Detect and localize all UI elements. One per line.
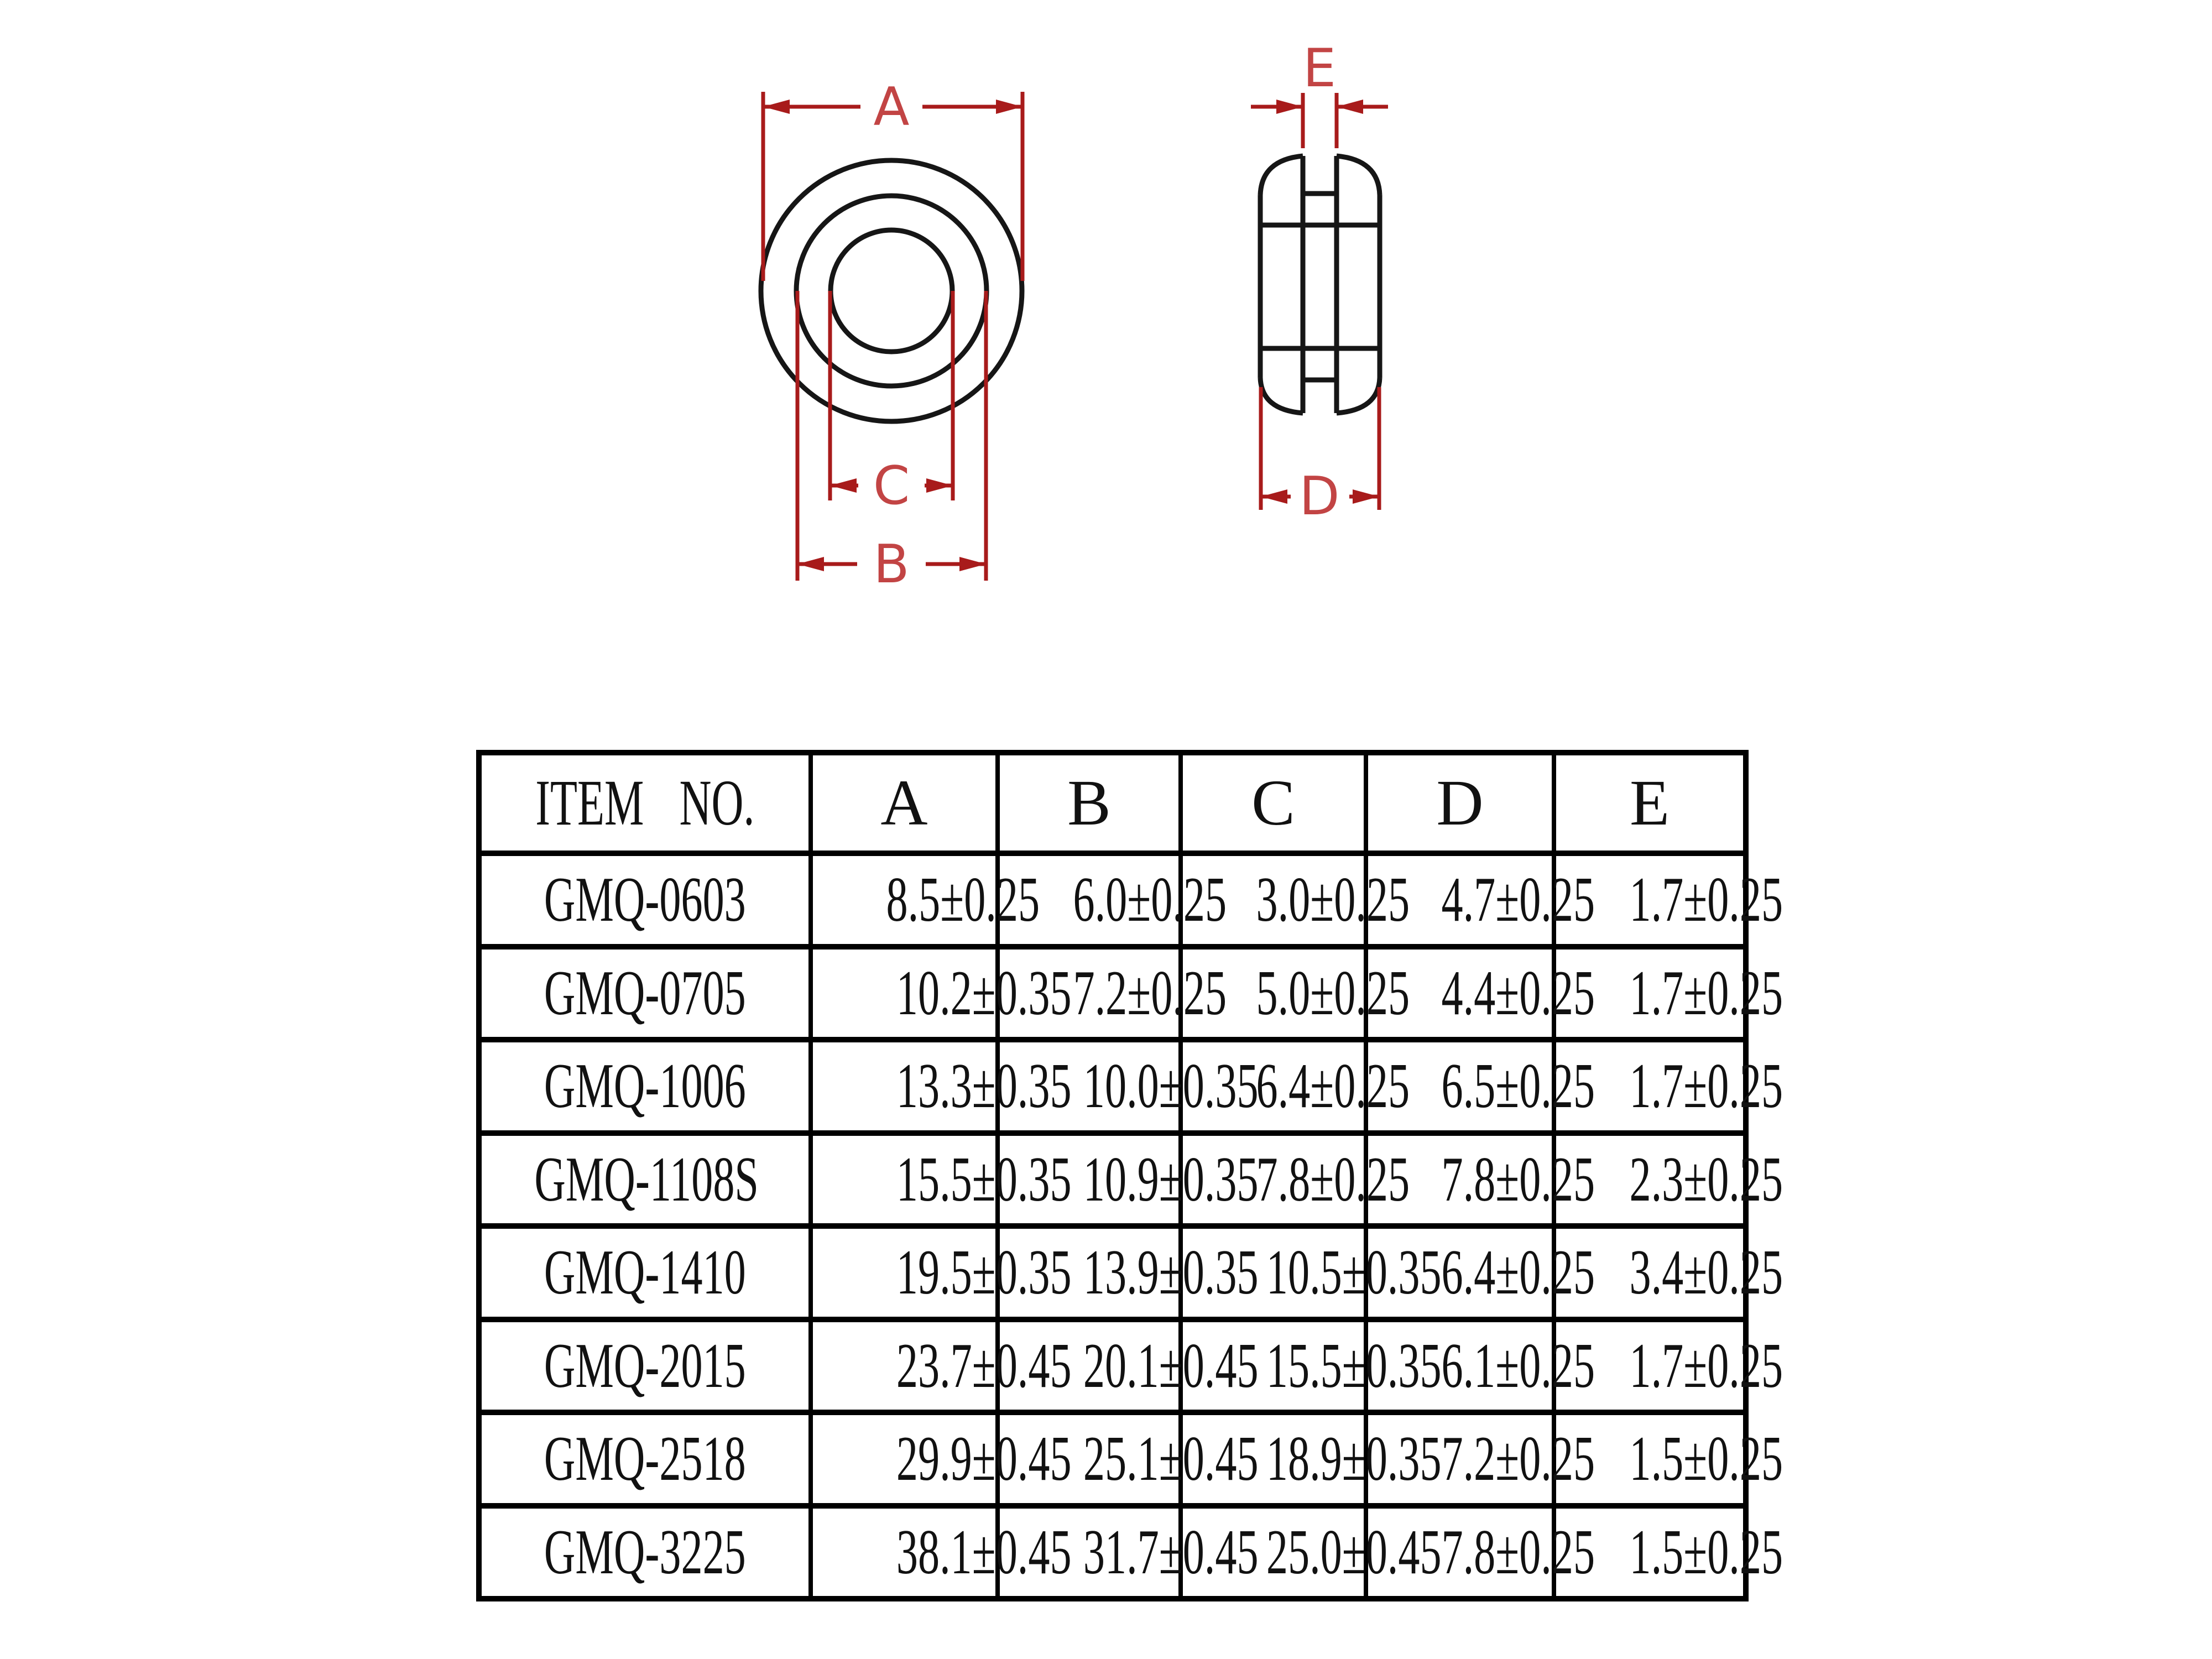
dim-c-arrow-left bbox=[830, 478, 857, 493]
front-view bbox=[761, 77, 1022, 595]
dim-c-label: C bbox=[873, 456, 910, 517]
side-top-right-arc bbox=[1337, 156, 1380, 195]
value-cell-b: 13.9±0.35 bbox=[998, 1226, 1181, 1319]
value-cell-e: 1.7±0.25 bbox=[1554, 947, 1746, 1040]
side-bottom-left-arc bbox=[1260, 378, 1303, 413]
value-cell-b: 6.0±0.25 bbox=[998, 853, 1181, 947]
value-cell-b: 7.2±0.25 bbox=[998, 947, 1181, 1040]
value-cell-a: 10.2±0.35 bbox=[811, 947, 998, 1040]
item-no-cell: GMQ-3225 bbox=[479, 1506, 811, 1599]
value-cell-d: 6.5±0.25 bbox=[1366, 1040, 1554, 1133]
dim-b-label: B bbox=[873, 534, 910, 595]
table-row bbox=[479, 1506, 1746, 1599]
dim-e-arrow-left bbox=[1276, 100, 1303, 114]
front-inner-circle bbox=[831, 230, 952, 352]
value-cell-d: 6.4±0.25 bbox=[1366, 1226, 1554, 1319]
value-cell-c: 10.5±0.35 bbox=[1181, 1226, 1366, 1319]
item-no-cell: GMQ-1006 bbox=[479, 1040, 811, 1133]
value-cell-c: 15.5±0.35 bbox=[1181, 1319, 1366, 1413]
value-cell-d: 7.8±0.25 bbox=[1366, 1133, 1554, 1227]
value-cell-b: 10.9±0.35 bbox=[998, 1133, 1181, 1227]
dim-b-arrow-left bbox=[797, 557, 824, 571]
value-cell-d: 6.1±0.25 bbox=[1366, 1319, 1554, 1413]
value-cell-a: 38.1±0.45 bbox=[811, 1506, 998, 1599]
value-cell-e: 1.7±0.25 bbox=[1554, 853, 1746, 947]
table-row bbox=[479, 1226, 1746, 1319]
value-cell-e: 2.3±0.25 bbox=[1554, 1133, 1746, 1227]
value-cell-a: 13.3±0.35 bbox=[811, 1040, 998, 1133]
item-no-cell: GMQ-1108S bbox=[479, 1133, 811, 1227]
value-cell-a: 19.5±0.35 bbox=[811, 1226, 998, 1319]
dim-a-arrow-right bbox=[996, 100, 1022, 114]
dimension-spec-table bbox=[476, 750, 1783, 1601]
table-row bbox=[479, 947, 1746, 1040]
value-cell-c: 6.4±0.25 bbox=[1181, 1040, 1366, 1133]
value-cell-b: 25.1±0.45 bbox=[998, 1412, 1181, 1506]
value-cell-b: 20.1±0.45 bbox=[998, 1319, 1181, 1413]
header-c: C bbox=[1181, 753, 1366, 853]
dimension-e bbox=[1251, 38, 1388, 148]
value-cell-c: 5.0±0.25 bbox=[1181, 947, 1366, 1040]
value-cell-b: 31.7±0.45 bbox=[998, 1506, 1181, 1599]
dim-e-label: E bbox=[1302, 38, 1337, 99]
side-top-left-arc bbox=[1260, 156, 1303, 195]
side-view bbox=[1251, 38, 1388, 527]
value-cell-a: 15.5±0.35 bbox=[811, 1133, 998, 1227]
header-a: A bbox=[811, 753, 998, 853]
value-cell-e: 3.4±0.25 bbox=[1554, 1226, 1746, 1319]
header-item-no: ITEM NO. bbox=[479, 753, 811, 853]
side-bottom-right-arc bbox=[1337, 378, 1380, 413]
value-cell-b: 10.0±0.35 bbox=[998, 1040, 1181, 1133]
dim-e-arrow-right bbox=[1337, 100, 1363, 114]
value-cell-e: 1.7±0.25 bbox=[1554, 1319, 1746, 1413]
value-cell-c: 3.0±0.25 bbox=[1181, 853, 1366, 947]
front-middle-circle bbox=[796, 196, 987, 386]
value-cell-c: 25.0±0.45 bbox=[1181, 1506, 1366, 1599]
item-no-cell: GMQ-2015 bbox=[479, 1319, 811, 1413]
item-no-cell: GMQ-0603 bbox=[479, 853, 811, 947]
dim-b-arrow-right bbox=[959, 557, 986, 571]
value-cell-e: 1.5±0.25 bbox=[1554, 1506, 1746, 1599]
header-row bbox=[479, 753, 1746, 853]
dim-a-arrow-left bbox=[763, 100, 790, 114]
table-row bbox=[479, 1133, 1746, 1227]
value-cell-d: 4.4±0.25 bbox=[1366, 947, 1554, 1040]
header-d: D bbox=[1366, 753, 1554, 853]
item-no-cell: GMQ-0705 bbox=[479, 947, 811, 1040]
value-cell-d: 7.2±0.25 bbox=[1366, 1412, 1554, 1506]
dim-d-label: D bbox=[1299, 466, 1340, 527]
dimension-c bbox=[830, 291, 953, 517]
dimension-b bbox=[797, 291, 986, 595]
header-b: B bbox=[998, 753, 1181, 853]
value-cell-a: 29.9±0.45 bbox=[811, 1412, 998, 1506]
table-row bbox=[479, 1412, 1746, 1506]
table-row bbox=[479, 1319, 1746, 1413]
value-cell-c: 18.9±0.35 bbox=[1181, 1412, 1366, 1506]
item-no-cell: GMQ-1410 bbox=[479, 1226, 811, 1319]
dimension-a bbox=[763, 77, 1022, 281]
item-no-cell: GMQ-2518 bbox=[479, 1412, 811, 1506]
front-outer-circle bbox=[761, 160, 1022, 421]
value-cell-e: 1.5±0.25 bbox=[1554, 1412, 1746, 1506]
header-e: E bbox=[1554, 753, 1746, 853]
value-cell-a: 8.5±0.25 bbox=[811, 853, 998, 947]
dim-a-label: A bbox=[873, 77, 910, 138]
value-cell-d: 7.8±0.25 bbox=[1366, 1506, 1554, 1599]
value-cell-e: 1.7±0.25 bbox=[1554, 1040, 1746, 1133]
value-cell-c: 7.8±0.25 bbox=[1181, 1133, 1366, 1227]
value-cell-d: 4.7±0.25 bbox=[1366, 853, 1554, 947]
dim-c-arrow-right bbox=[926, 478, 953, 493]
dim-d-arrow-left bbox=[1261, 489, 1287, 504]
value-cell-a: 23.7±0.45 bbox=[811, 1319, 998, 1413]
table-row bbox=[479, 853, 1746, 947]
dim-d-arrow-right bbox=[1353, 489, 1379, 504]
table-row bbox=[479, 1040, 1746, 1133]
